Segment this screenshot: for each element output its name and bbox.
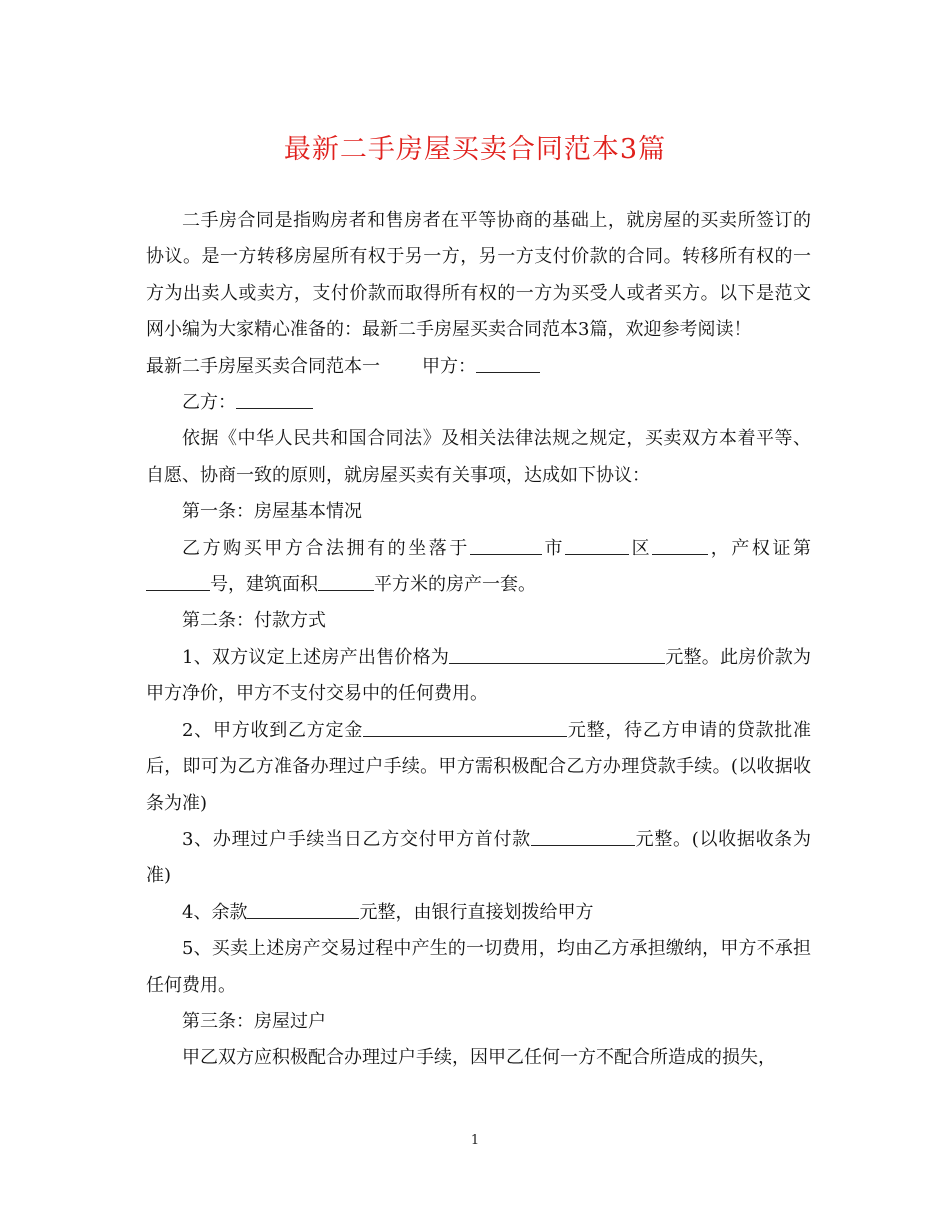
article1-part3: 区 — [629, 537, 653, 559]
article3-title: 第三条：房屋过户 — [182, 1010, 326, 1032]
city-blank — [470, 536, 542, 555]
party-a-blank — [476, 354, 540, 373]
area-blank — [318, 572, 374, 591]
payment-item-4 — [146, 895, 811, 931]
article1-title: 第一条：房屋基本情况 — [182, 501, 362, 523]
payment-item-3 — [146, 822, 811, 895]
party-a-label: 甲方： — [422, 355, 476, 377]
item4-after: 元整，由银行直接划拨给甲方 — [359, 901, 594, 923]
document-body — [146, 203, 811, 1077]
intro-paragraph: 二手房合同是指购房者和售房者在平等协商的基础上，就房屋的买卖所签订的协议。是一方转移房屋所有权于另一方，另一方支付价款的合同。转移所有权的一方为出卖人或卖方，支付价款而取得所有权的一方为买受人或者买方。以下是范文网小编为大家精心准备的：最新二手房屋买卖合同范本3篇，欢迎参考阅读！ — [146, 210, 811, 341]
item3-after: 元整。(以收据收条为准) — [146, 828, 812, 887]
item3-before: 3、办理过户手续当日乙方交付甲方首付款 — [182, 828, 531, 850]
article1-part6: 平方米的房产一套。 — [374, 574, 536, 596]
balance-blank — [247, 900, 359, 919]
deposit-blank — [363, 718, 567, 737]
article1-paragraph — [146, 531, 811, 604]
payment-item-1 — [146, 640, 811, 713]
article1-part2: 市 — [541, 537, 566, 559]
district-blank — [565, 536, 629, 555]
basis-paragraph: 依据《中华人民共和国合同法》及相关法律法规之规定，买卖双方本着平等、自愿、协商一致的原则，就房屋买卖有关事项，达成如下协议： — [146, 428, 811, 486]
item1-before: 1、双方议定上述房产出售价格为 — [182, 646, 450, 668]
item1-after: 元整。此房价款为甲方净价，甲方不支付交易中的任何费用。 — [146, 646, 812, 705]
down-payment-blank — [531, 827, 635, 846]
article1-part1: 乙方购买甲方合法拥有的坐落于 — [182, 537, 470, 559]
document-title: 最新二手房屋买卖合同范本3篇 — [283, 134, 667, 165]
address-blank — [652, 536, 708, 555]
certificate-number-blank — [146, 572, 210, 591]
party-b-label: 乙方： — [182, 392, 236, 414]
item2-after: 元整，待乙方申请的贷款批准后，即可为乙方准备办理过户手续。甲方需积极配合乙方办理贷款手续。(以收据收条为准) — [146, 719, 812, 814]
item4-before: 4、余款 — [182, 901, 248, 923]
sample-heading: 最新二手房屋买卖合同范本一 — [146, 355, 380, 377]
payment-item-2 — [146, 713, 811, 822]
article1-part5: 号，建筑面积 — [210, 574, 318, 596]
party-b-blank — [236, 390, 313, 409]
sample-heading-line — [146, 349, 811, 385]
page-number: 1 — [470, 1133, 480, 1148]
article3-paragraph: 甲乙双方应积极配合办理过户手续，因甲乙任何一方不配合所造成的损失， — [182, 1047, 776, 1069]
item2-before: 2、甲方收到乙方定金 — [182, 719, 364, 741]
article2-title: 第二条：付款方式 — [182, 610, 326, 632]
article1-part4: ，产权证第 — [708, 537, 812, 559]
price-blank — [449, 645, 665, 664]
party-b-line — [146, 385, 811, 421]
payment-item-5: 5、买卖上述房产交易过程中产生的一切费用，均由乙方承担缴纳，甲方不承担任何费用。 — [146, 938, 811, 996]
